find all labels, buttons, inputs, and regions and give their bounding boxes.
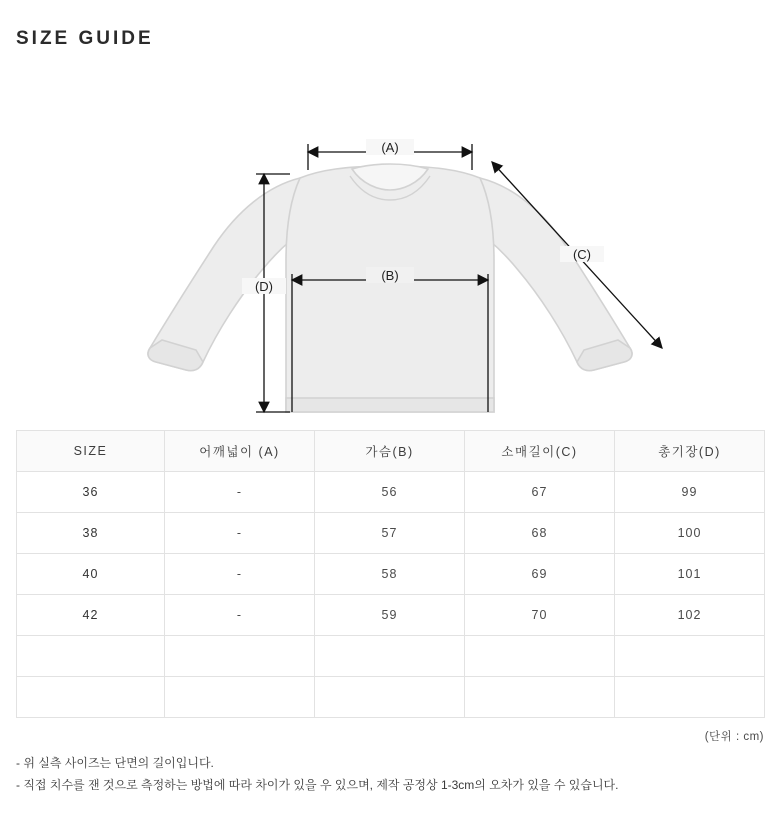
table-cell-length: 102 (615, 595, 765, 636)
page-title: SIZE GUIDE (16, 28, 154, 49)
table-header-row (17, 431, 765, 472)
table-cell-chest: 59 (315, 595, 465, 636)
table-cell-sleeve: 67 (465, 472, 615, 513)
table-header-cell: 가슴(B) (315, 431, 465, 472)
table-cell-length: 99 (615, 472, 765, 513)
label-d: (D) (254, 279, 274, 294)
table-cell-length: 100 (615, 513, 765, 554)
table-cell-length: 101 (615, 554, 765, 595)
table-header-cell: 어깨넓이 (A) (165, 431, 315, 472)
size-table (16, 430, 765, 718)
label-a: (A) (381, 140, 399, 155)
table-row (17, 513, 765, 554)
table-row (17, 636, 765, 677)
table-row (17, 677, 765, 718)
table-cell-length (615, 677, 765, 718)
table-cell-shoulder (165, 636, 315, 677)
table-cell-chest: 57 (315, 513, 465, 554)
table-header-cell: 소매길이(C) (465, 431, 615, 472)
table-header-cell: SIZE (17, 431, 165, 472)
table-cell-size: 42 (17, 595, 165, 636)
table-row (17, 472, 765, 513)
size-table-container (16, 430, 764, 718)
unit-note: (단위 : cm) (704, 731, 764, 743)
table-cell-chest: 56 (315, 472, 465, 513)
table-cell-sleeve: 68 (465, 513, 615, 554)
measurement-notes (16, 752, 764, 796)
table-cell-shoulder: - (165, 554, 315, 595)
table-cell-shoulder (165, 677, 315, 718)
label-b: (B) (381, 268, 399, 283)
table-cell-sleeve (465, 636, 615, 677)
table-cell-shoulder: - (165, 595, 315, 636)
table-cell-size (17, 636, 165, 677)
table-cell-size (17, 677, 165, 718)
table-cell-sleeve: 70 (465, 595, 615, 636)
table-cell-sleeve: 69 (465, 554, 615, 595)
table-header-cell: 총기장(D) (615, 431, 765, 472)
table-cell-size: 36 (17, 472, 165, 513)
table-cell-size: 38 (17, 513, 165, 554)
table-cell-sleeve (465, 677, 615, 718)
note-line: - 직접 치수를 잰 것으로 측정하는 방법에 따라 차이가 있을 우 있으며, 제작 공정상 1-3cm의 오차가 있을 수 있습니다. (16, 778, 619, 792)
sweatshirt-outline (148, 164, 632, 412)
table-cell-shoulder: - (165, 513, 315, 554)
table-cell-chest (315, 677, 465, 718)
table-row (17, 595, 765, 636)
table-cell-length (615, 636, 765, 677)
table-cell-chest (315, 636, 465, 677)
table-cell-size: 40 (17, 554, 165, 595)
table-cell-shoulder: - (165, 472, 315, 513)
note-line: - 위 실측 사이즈는 단면의 길이입니다. (16, 756, 214, 770)
table-cell-chest: 58 (315, 554, 465, 595)
garment-measurement-diagram (0, 60, 780, 420)
label-c: (C) (572, 247, 592, 262)
table-row (17, 554, 765, 595)
